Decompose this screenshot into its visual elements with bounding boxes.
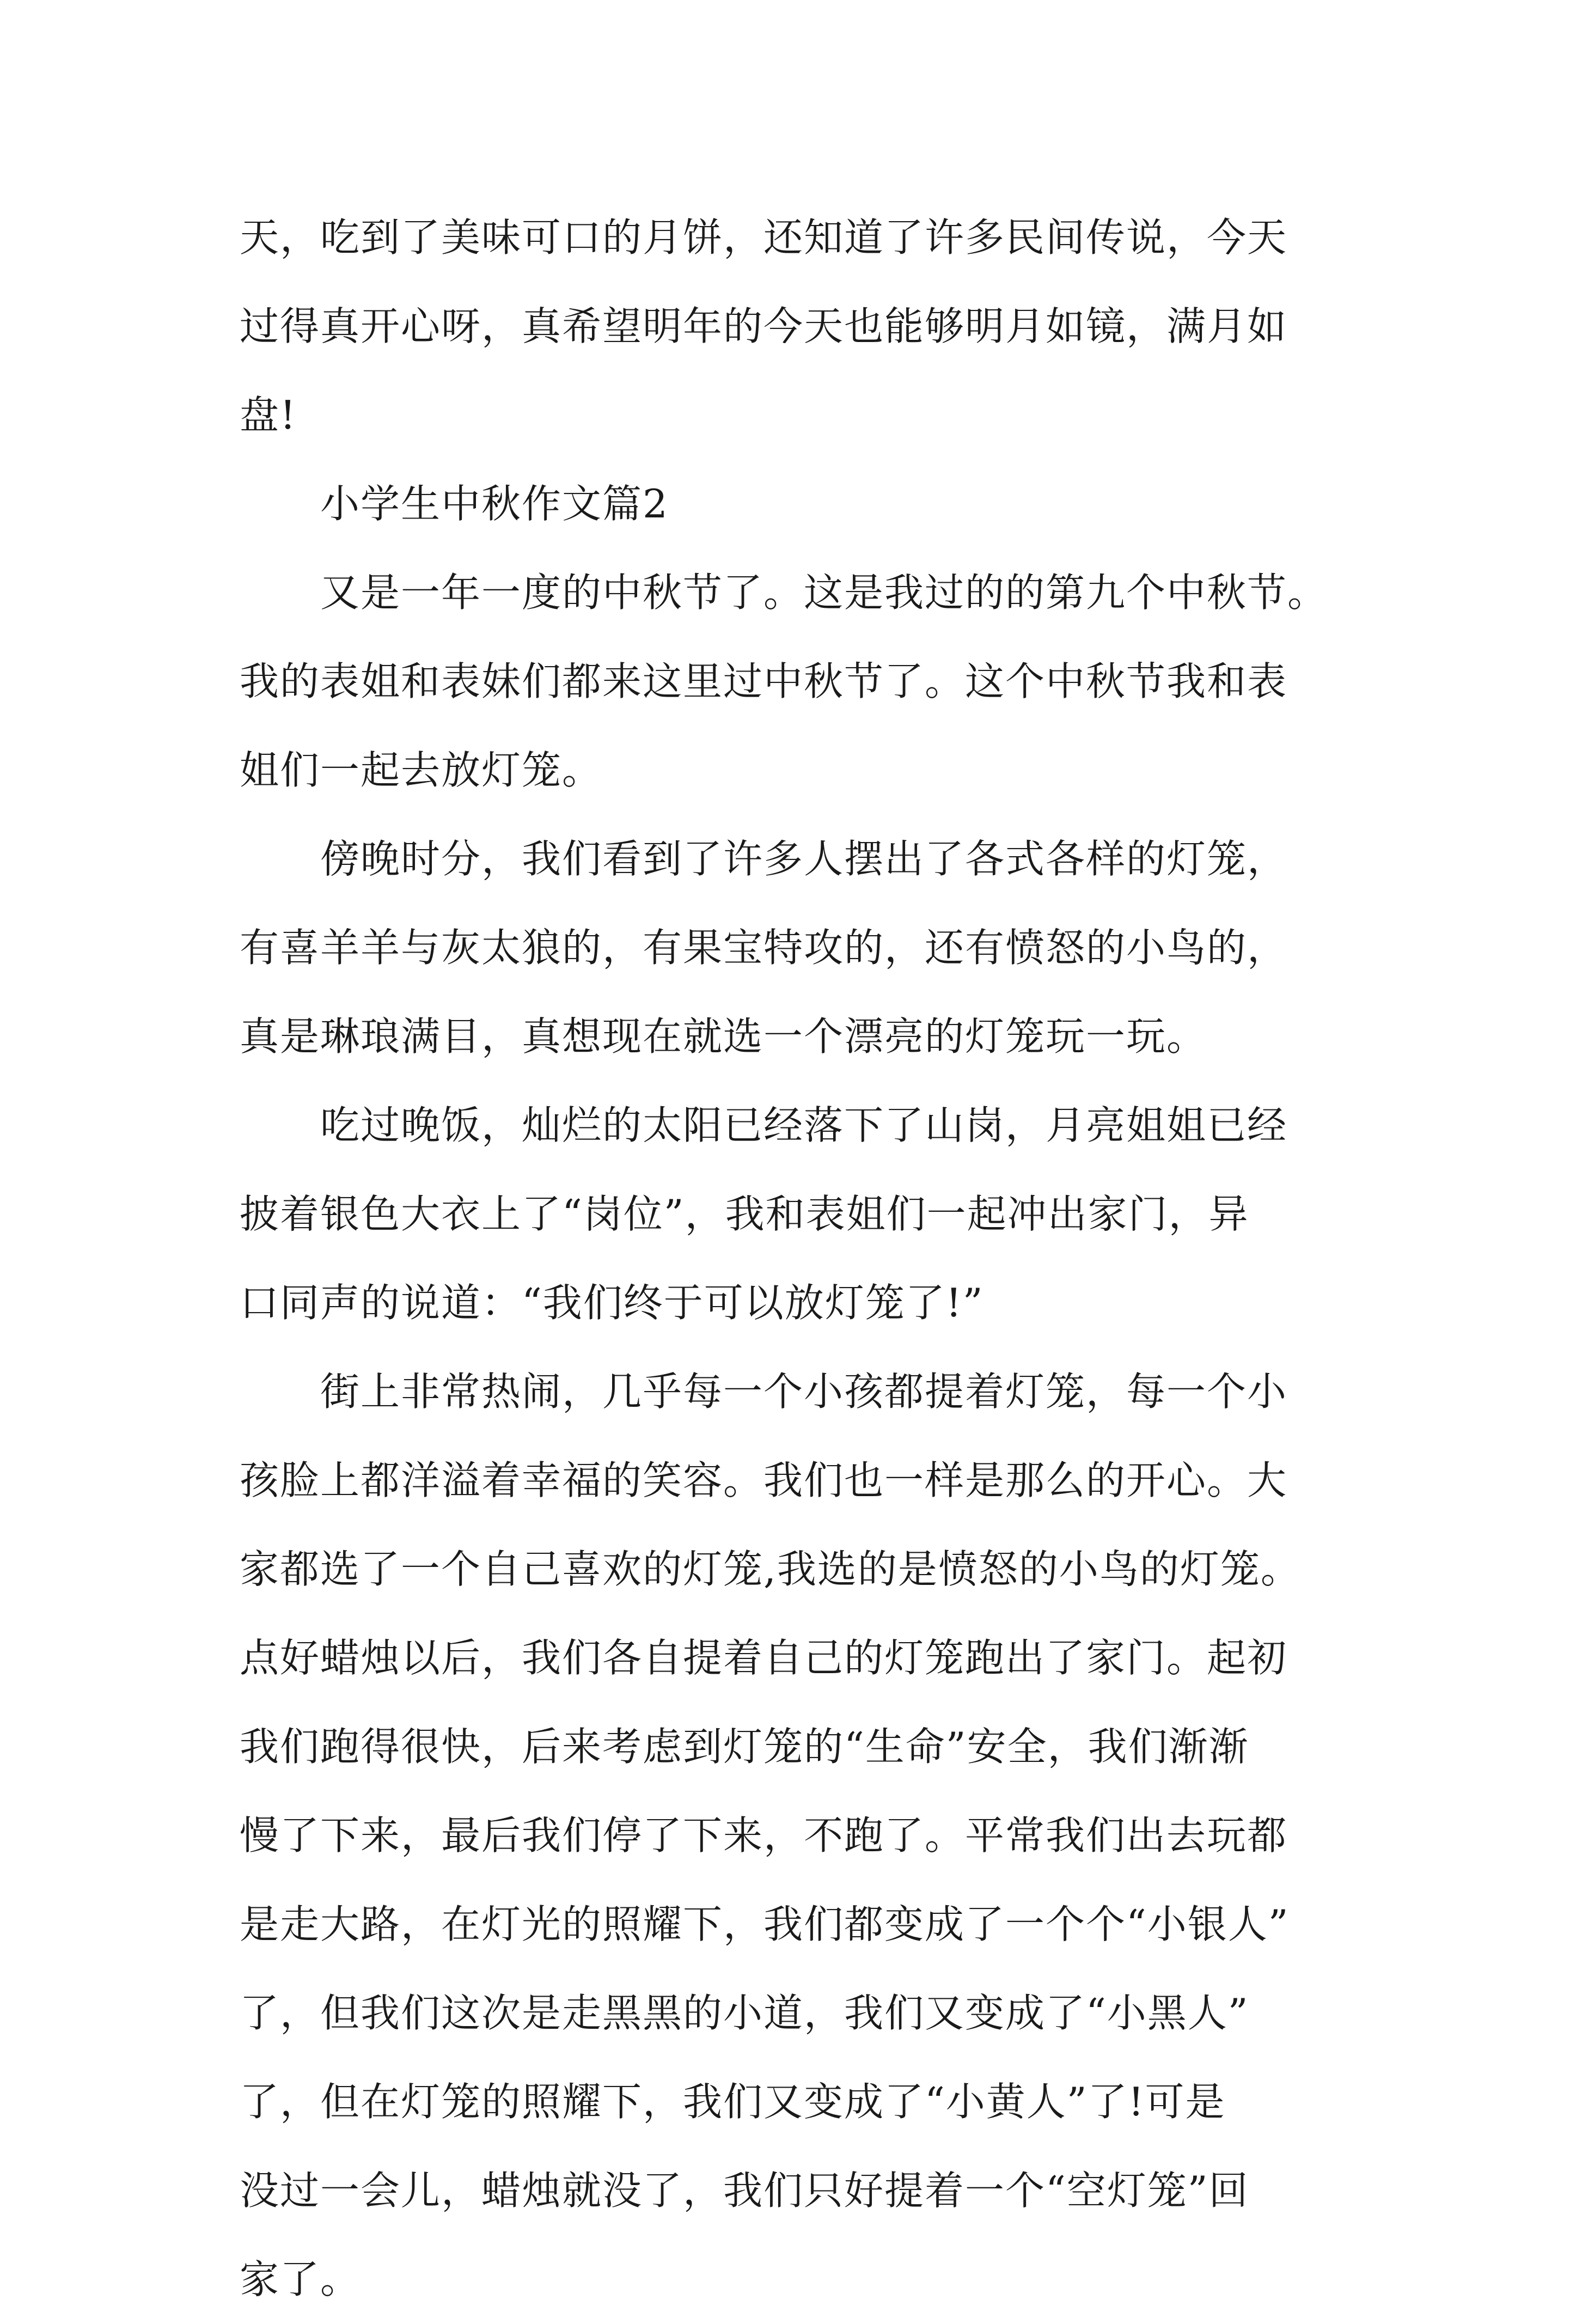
text-line: 家都选了一个自己喜欢的灯笼,我选的是愤怒的小鸟的灯笼。 — [240, 1546, 1301, 1592]
text-line: 了，但我们这次是走黑黑的小道，我们又变成了“小黑人” — [240, 1990, 1249, 2036]
text-line: 天，吃到了美味可口的月饼，还知道了许多民间传说，今天 — [240, 215, 1288, 260]
text-line: 孩脸上都洋溢着幸福的笑容。我们也一样是那么的开心。大 — [240, 1457, 1288, 1503]
text-line: 我的表姐和表妹们都来这里过中秋节了。这个中秋节我和表 — [240, 658, 1288, 704]
text-line: 傍晚时分，我们看到了许多人摆出了各式各样的灯笼， — [320, 836, 1288, 882]
text-line: 我们跑得很快，后来考虑到灯笼的“生命”安全，我们渐渐 — [240, 1724, 1249, 1770]
text-line: 有喜羊羊与灰太狼的，有果宝特攻的，还有愤怒的小鸟的， — [240, 925, 1288, 971]
essay-title: 小学生中秋作文篇2 — [320, 481, 669, 527]
text-line: 真是琳琅满目，真想现在就选一个漂亮的灯笼玩一玩。 — [240, 1014, 1207, 1059]
text-line: 慢了下来，最后我们停了下来，不跑了。平常我们出去玩都 — [240, 1813, 1288, 1858]
text-line: 家了。 — [240, 2256, 361, 2302]
text-line: 了，但在灯笼的照耀下，我们又变成了“小黄人”了!可是 — [240, 2079, 1226, 2125]
text-line: 过得真开心呀，真希望明年的今天也能够明月如镜，满月如 — [240, 303, 1288, 349]
text-line: 口同声的说道：“我们终于可以放灯笼了!” — [240, 1280, 984, 1326]
text-line: 是走大路，在灯光的照耀下，我们都变成了一个个“小银人” — [240, 1901, 1290, 1947]
text-line: 吃过晚饭，灿烂的太阳已经落下了山岗，月亮姐姐已经 — [320, 1102, 1288, 1148]
text-line: 又是一年一度的中秋节了。这是我过的的第九个中秋节。 — [320, 570, 1328, 615]
text-line: 没过一会儿，蜡烛就没了，我们只好提着一个“空灯笼”回 — [240, 2168, 1249, 2213]
text-line: 点好蜡烛以后，我们各自提着自己的灯笼跑出了家门。起初 — [240, 1635, 1288, 1681]
text-line: 姐们一起去放灯笼。 — [240, 747, 603, 793]
text-line: 盘! — [240, 392, 297, 438]
essay-body — [240, 193, 1340, 2324]
text-line: 街上非常热闹，几乎每一个小孩都提着灯笼，每一个小 — [320, 1369, 1288, 1414]
text-line: 披着银色大衣上了“岗位”，我和表姐们一起冲出家门，异 — [240, 1191, 1249, 1237]
